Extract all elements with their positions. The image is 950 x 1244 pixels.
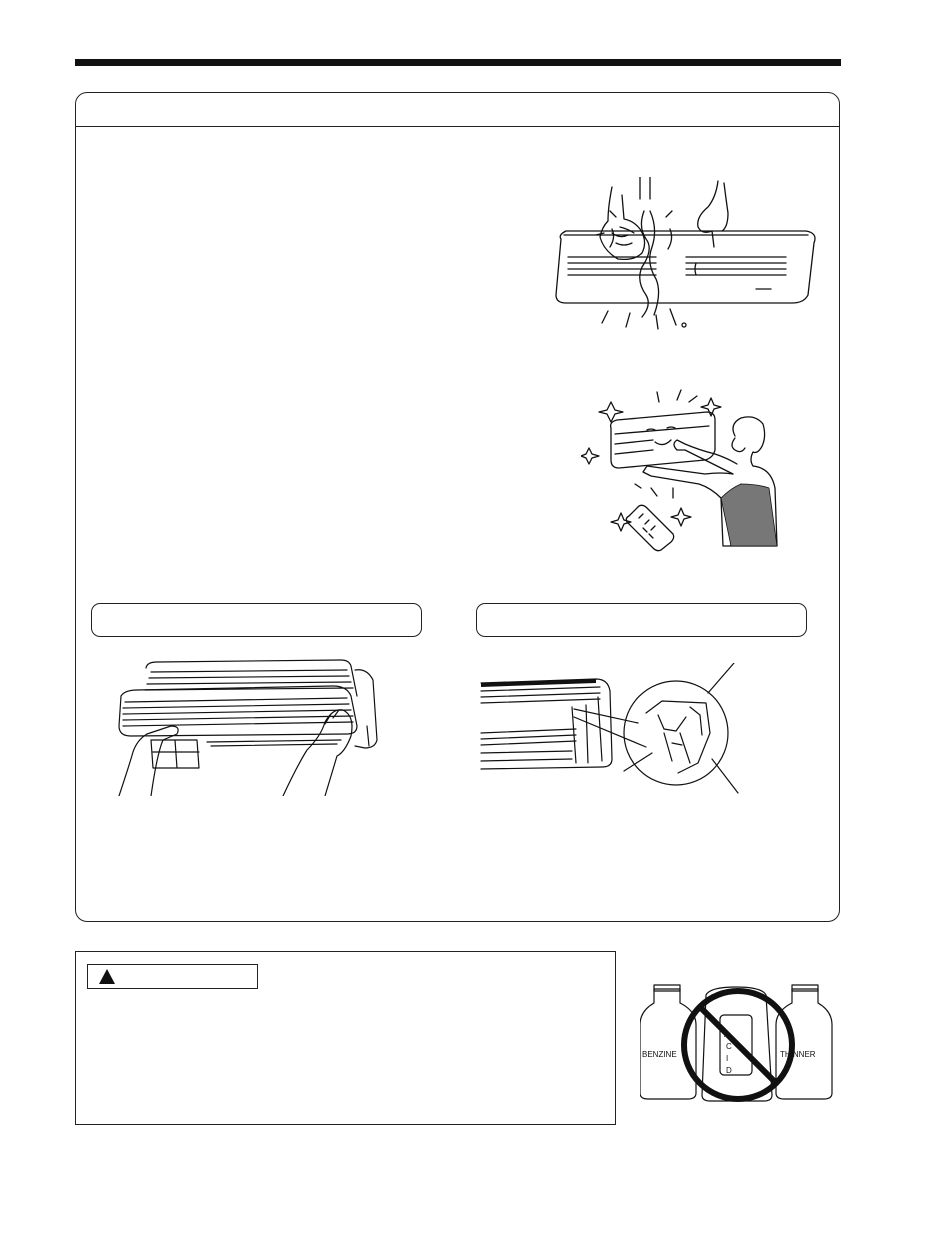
acid-letter-a: A (724, 1030, 730, 1039)
caution-label (87, 964, 258, 989)
wiping-unit-illustration (581, 388, 781, 563)
top-rule (75, 59, 841, 66)
panel-hinge-subsection-header (476, 603, 807, 637)
benzine-label: BENZINE (642, 1050, 677, 1059)
acid-letter-d: D (726, 1066, 732, 1075)
maintenance-panel (75, 92, 840, 922)
front-panel-subsection-header (91, 603, 422, 637)
opening-front-panel-illustration (111, 656, 381, 796)
washing-panel-illustration (546, 177, 821, 337)
panel-hinge-detail-illustration (476, 663, 776, 803)
no-solvents-illustration (640, 975, 835, 1105)
thinner-label: THINNER (780, 1050, 816, 1059)
warning-triangle-icon (99, 969, 115, 984)
panel-header (76, 93, 839, 127)
acid-letter-c: C (726, 1042, 732, 1051)
acid-letter-i: I (726, 1054, 729, 1063)
caution-panel (75, 951, 616, 1125)
